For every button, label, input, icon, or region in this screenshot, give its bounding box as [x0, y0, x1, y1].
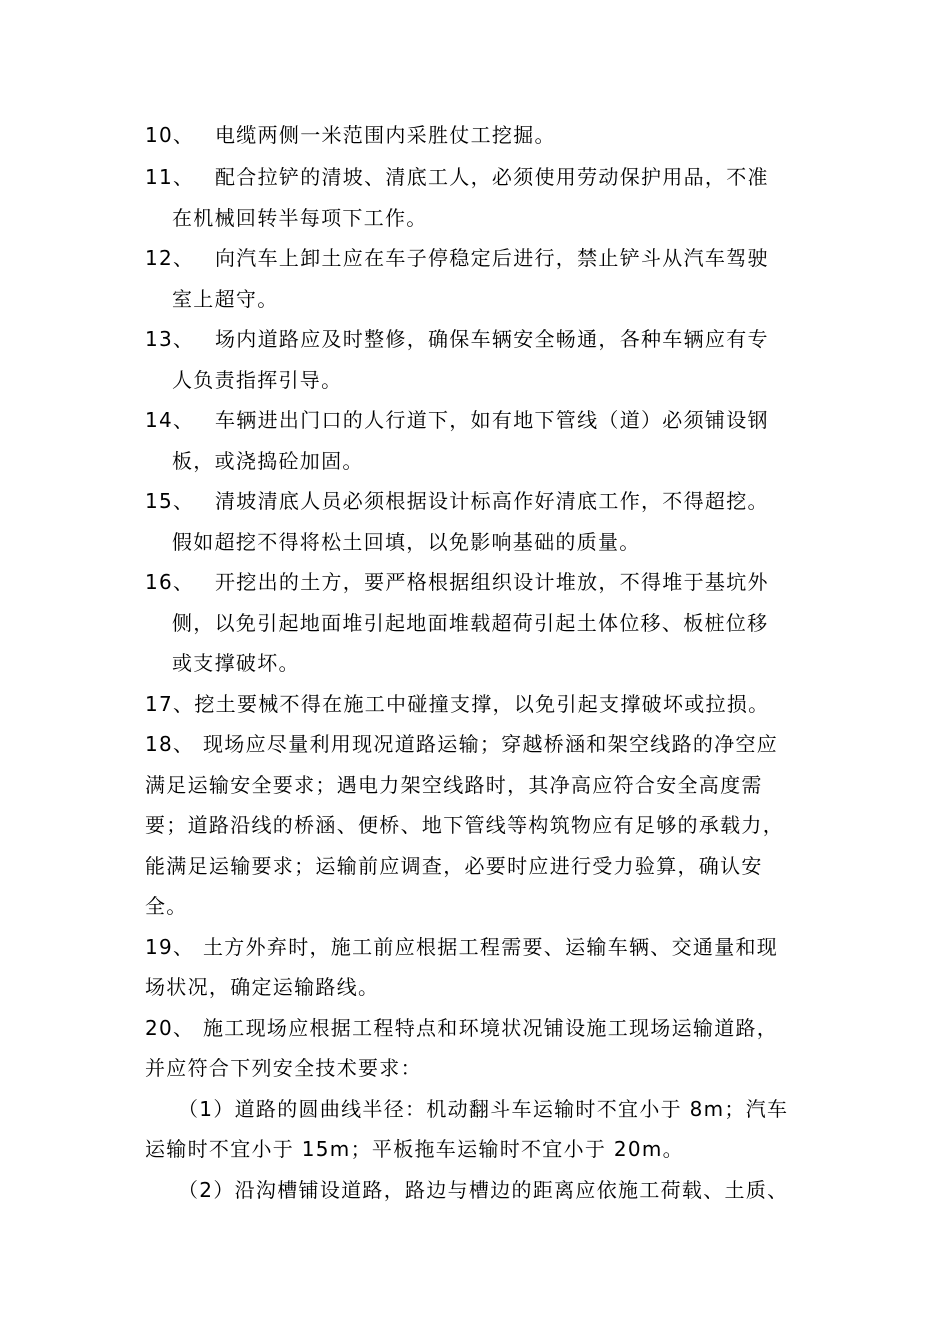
item-number: 19、: [145, 935, 195, 959]
item-18-line-1: [145, 732, 778, 756]
item-text: 满足运输安全要求；遇电力架空线路时，其净高应符合安全高度需: [145, 773, 763, 797]
item-text: 开挖出的土方，要严格根据组织设计堆放，不得堆于基坑外: [215, 570, 769, 594]
item-text: 并应符合下列安全技术要求：: [145, 1056, 422, 1080]
item-18-line-3: [145, 813, 784, 837]
item-number: 18、: [145, 732, 195, 756]
item-14-line-2: [172, 449, 364, 473]
item-number: 13、: [145, 327, 195, 351]
item-text: 土方外弃时，施工前应根据工程需要、运输车辆、交通量和现: [203, 935, 779, 959]
item-16-line-2: [172, 611, 768, 635]
item-19-line-1: [145, 935, 778, 959]
item-text: 场状况，确定运输路线。: [145, 975, 380, 999]
item-19-line-2: [145, 975, 379, 999]
item-15-line-2: [172, 530, 641, 554]
item-number: 12、: [145, 246, 195, 270]
item-text: 要；道路沿线的桥涵、便桥、地下管线等构筑物应有足够的承载力，: [145, 813, 784, 837]
item-text: 向汽车上卸土应在车子停稳定后进行，禁止铲斗从汽车驾驶: [215, 246, 769, 270]
item-20-line-1: [145, 1016, 778, 1040]
item-text: 电缆两侧一米范围内采胜仗工挖掘。: [215, 123, 556, 147]
item-text: 清坡清底人员必须根据设计标高作好清底工作，不得超挖。: [215, 489, 769, 513]
item-text: 假如超挖不得将松土回填，以免影响基础的质量。: [172, 530, 641, 554]
item-18-line-4: [145, 854, 763, 878]
item-text: 侧，以免引起地面堆引起地面堆载超荷引起土体位移、板桩位移: [172, 611, 769, 635]
item-10-line-1: [145, 123, 556, 147]
item-text: 或支撑破坏。: [172, 651, 300, 675]
item-18-line-5: [145, 894, 188, 918]
subitem-1-line-2: [145, 1137, 684, 1161]
item-12-line-1: [145, 246, 769, 270]
item-text: 运输时不宜小于 15m；平板拖车运输时不宜小于 20m。: [145, 1137, 684, 1161]
item-11-line-2: [172, 206, 428, 230]
item-16-line-1: [145, 570, 769, 594]
item-text: 车辆进出门口的人行道下，如有地下管线（道）必须铺设钢: [215, 408, 769, 432]
item-13-line-1: [145, 327, 769, 351]
item-20-line-2: [145, 1056, 422, 1080]
item-text: 挖土要械不得在施工中碰撞支撑，以免引起支撑破坏或拉损。: [194, 692, 770, 716]
item-text: 在机械回转半每项下工作。: [172, 206, 428, 230]
item-16-line-3: [172, 651, 300, 675]
item-text: （2）沿沟槽铺设道路，路边与槽边的距离应依施工荷载、土质、: [178, 1178, 789, 1202]
item-number: 15、: [145, 489, 195, 513]
item-text: 能满足运输要求；运输前应调查，必要时应进行受力验算，确认安: [145, 854, 763, 878]
item-18-line-2: [145, 773, 763, 797]
item-number: 10、: [145, 123, 195, 147]
item-14-line-1: [145, 408, 769, 432]
item-11-line-1: [145, 165, 769, 189]
item-number: 17、: [145, 692, 195, 716]
item-text: （1）道路的圆曲线半径：机动翻斗车运输时不宜小于 8m；汽车: [178, 1097, 789, 1121]
item-number: 14、: [145, 408, 195, 432]
subitem-2-line-1: [178, 1178, 788, 1202]
item-text: 现场应尽量利用现况道路运输；穿越桥涵和架空线路的净空应: [203, 732, 779, 756]
item-12-line-2: [172, 287, 279, 311]
item-text: 场内道路应及时整修，确保车辆安全畅通，各种车辆应有专: [215, 327, 769, 351]
item-text: 板，或浇捣砼加固。: [172, 449, 364, 473]
item-number: 16、: [145, 570, 195, 594]
item-number: 20、: [145, 1016, 195, 1040]
item-text: 人负责指挥引导。: [172, 368, 343, 392]
item-15-line-1: [145, 489, 769, 513]
item-number: 11、: [145, 165, 195, 189]
item-text: 施工现场应根据工程特点和环境状况铺设施工现场运输道路，: [203, 1016, 779, 1040]
item-text: 配合拉铲的清坡、清底工人，必须使用劳动保护用品，不准: [215, 165, 769, 189]
subitem-1-line-1: [178, 1097, 788, 1121]
item-text: 室上超守。: [172, 287, 279, 311]
item-13-line-2: [172, 368, 342, 392]
item-text: 全。: [145, 894, 188, 918]
item-17-line-1: [145, 692, 769, 716]
